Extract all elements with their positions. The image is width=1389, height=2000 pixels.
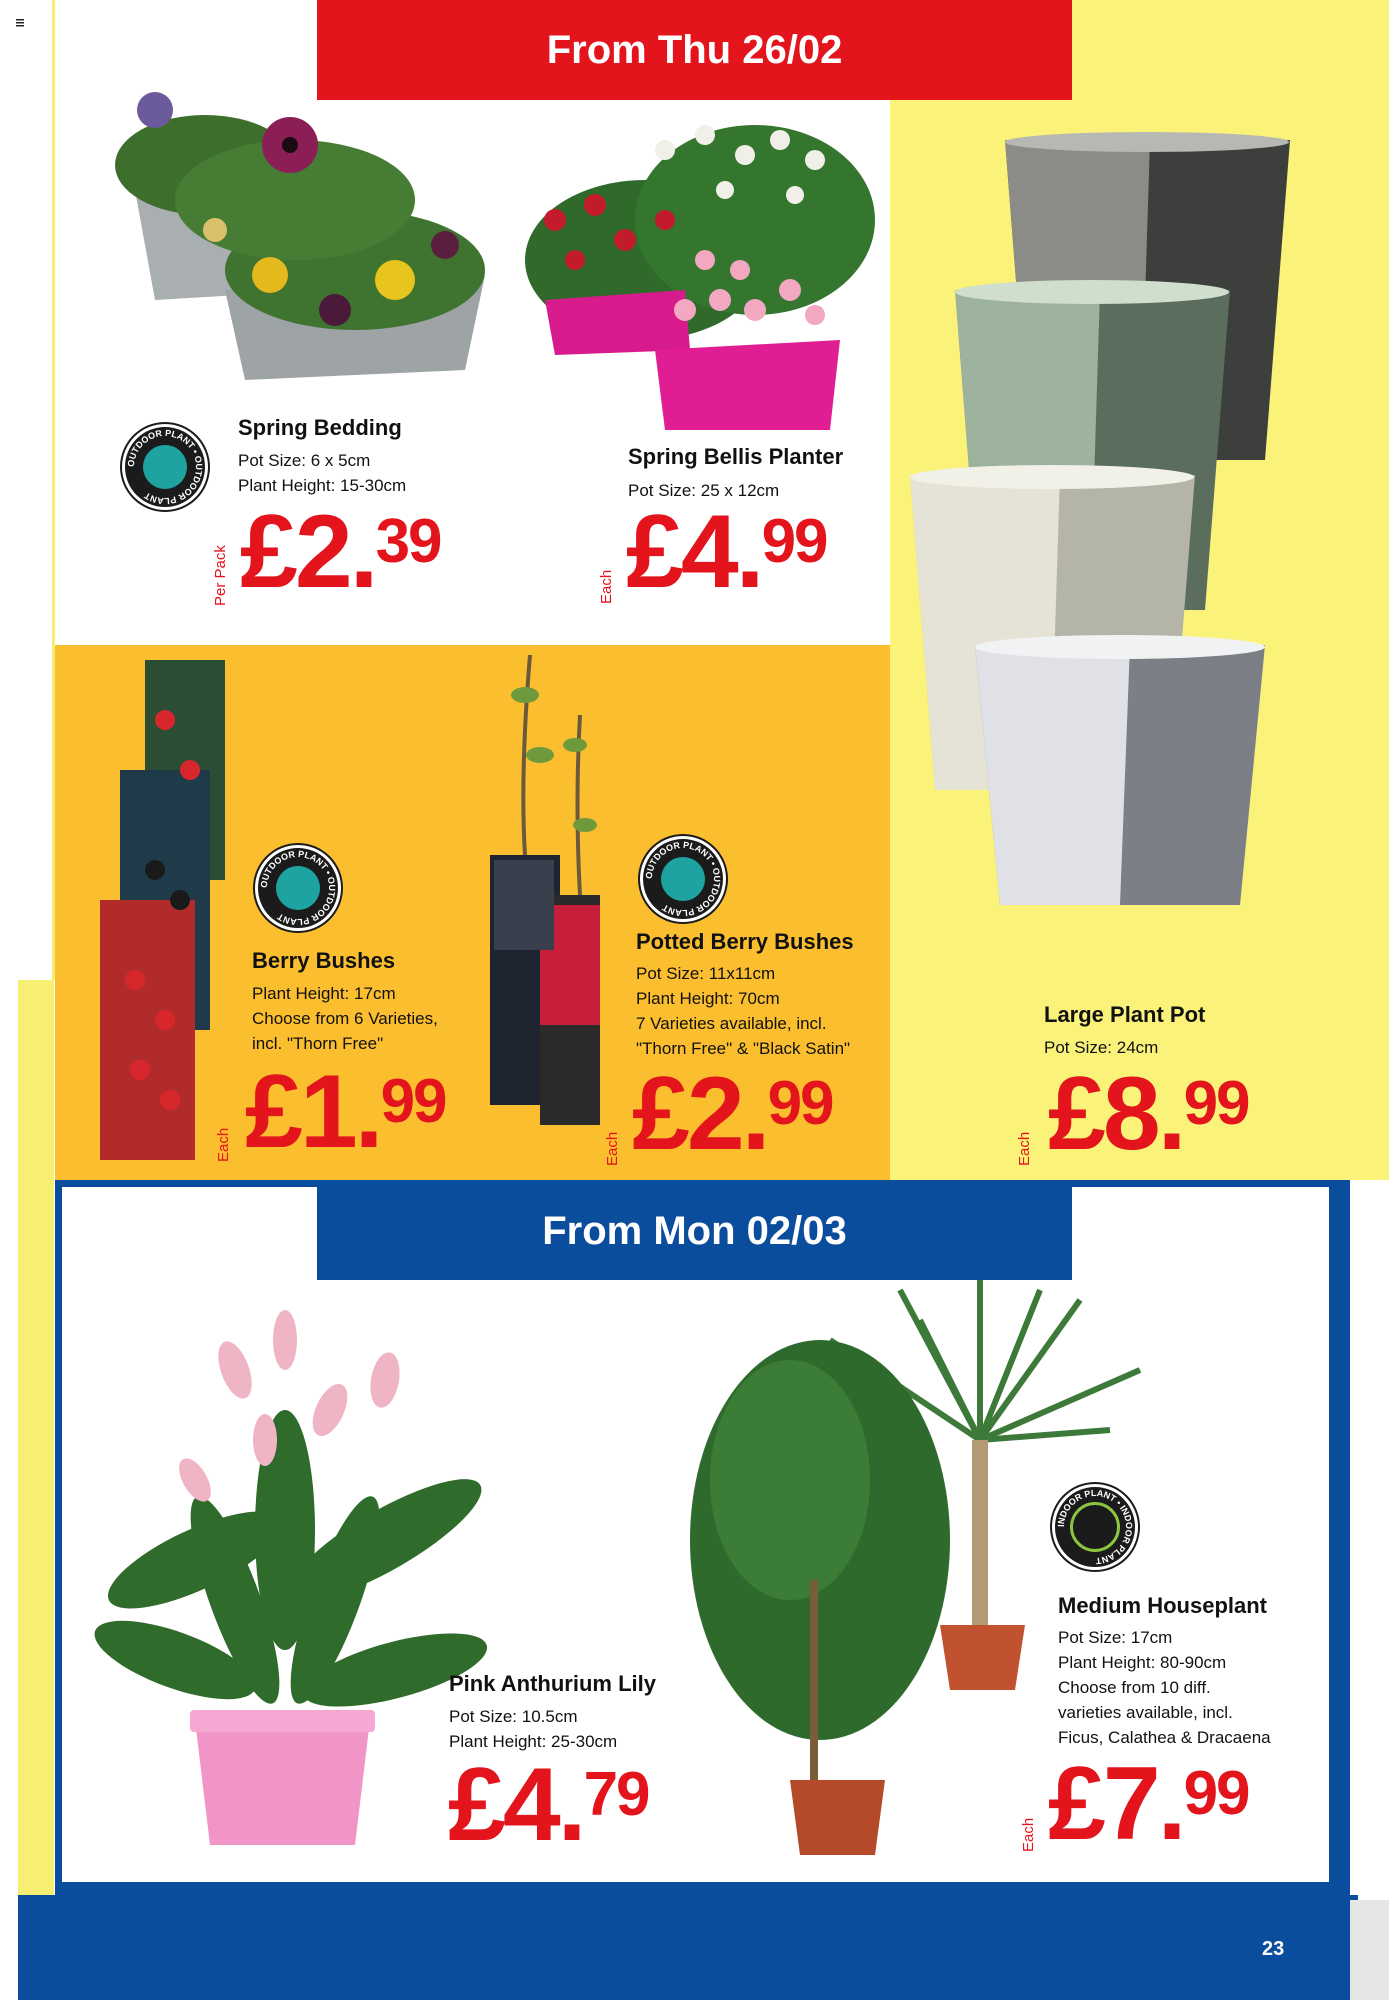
berry-price: £1.99 xyxy=(245,1054,446,1170)
berry-line-3: incl. "Thorn Free" xyxy=(252,1034,384,1053)
potted-berry-line-1: Pot Size: 11x11cm xyxy=(636,964,776,983)
page-number: 23 xyxy=(1262,1938,1285,1960)
anthurium-line-2: Plant Height: 25-30cm xyxy=(449,1732,618,1751)
potted-berry-price: £2.99 xyxy=(632,1056,833,1172)
houseplant-line-3: Choose from 10 diff. xyxy=(1058,1678,1211,1697)
potted-berry-title: Potted Berry Bushes xyxy=(636,929,854,954)
potted-berry-line-2: Plant Height: 70cm xyxy=(636,989,780,1008)
berry-bushes-image xyxy=(95,660,245,1160)
berry-title: Berry Bushes xyxy=(252,948,396,973)
spring-bedding-image xyxy=(95,80,505,380)
outdoor-plant-badge-berry xyxy=(255,845,341,931)
badge-text: INDOOR PLANT • INDOOR PLANT xyxy=(1055,1487,1135,1567)
badge-text: OUTDOOR PLANT • OUTDOOR PLANT xyxy=(125,427,205,507)
berry-line-2: Choose from 6 Varieties, xyxy=(252,1009,438,1028)
left-lower-yellow-strip xyxy=(18,980,54,1990)
outdoor-plant-badge-potted-berry xyxy=(640,836,726,922)
footer-band xyxy=(18,1895,1358,2000)
spring-bedding-title: Spring Bedding xyxy=(238,415,402,440)
menu-icon[interactable] xyxy=(16,18,26,28)
plant-pot-line-1: Pot Size: 24cm xyxy=(1044,1038,1159,1057)
plant-pot-unit: Each xyxy=(1016,1131,1033,1166)
badge-text: OUTDOOR PLANT • OUTDOOR PLANT xyxy=(643,839,723,919)
anthurium-title: Pink Anthurium Lily xyxy=(449,1671,656,1696)
houseplant-line-4: varieties available, incl. xyxy=(1058,1703,1233,1722)
potted-berry-bushes-image xyxy=(480,655,610,1125)
houseplant-title: Medium Houseplant xyxy=(1058,1593,1268,1618)
left-edge-strip xyxy=(0,0,55,980)
houseplant-unit: Each xyxy=(1020,1817,1037,1852)
bottom-banner-text: From Mon 02/03 xyxy=(542,1209,847,1253)
anthurium-line-1: Pot Size: 10.5cm xyxy=(449,1707,578,1726)
houseplant-line-5: Ficus, Calathea & Dracaena xyxy=(1058,1728,1271,1747)
top-banner-text: From Thu 26/02 xyxy=(546,28,843,72)
footer-grey-notch xyxy=(1350,1900,1389,2000)
houseplant-line-2: Plant Height: 80-90cm xyxy=(1058,1653,1227,1672)
outdoor-plant-badge xyxy=(122,424,208,510)
spring-bedding-unit: Per Pack xyxy=(212,545,229,606)
badge-text: OUTDOOR PLANT • OUTDOOR PLANT xyxy=(258,848,338,928)
houseplant-line-1: Pot Size: 17cm xyxy=(1058,1628,1173,1647)
bellis-planter-image xyxy=(515,110,885,430)
houseplant-price: £7.99 xyxy=(1048,1746,1249,1862)
bottom-date-banner xyxy=(317,1187,1072,1280)
bellis-unit: Each xyxy=(598,569,615,604)
berry-line-1: Plant Height: 17cm xyxy=(252,984,396,1003)
berry-unit: Each xyxy=(215,1127,232,1162)
plant-pot-title: Large Plant Pot xyxy=(1044,1002,1206,1027)
indoor-plant-badge xyxy=(1052,1484,1138,1570)
plant-pot-price: £8.99 xyxy=(1048,1056,1249,1172)
potted-berry-line-4: "Thorn Free" & "Black Satin" xyxy=(636,1039,851,1058)
plant-pots-image xyxy=(900,130,1300,910)
bellis-line-1: Pot Size: 25 x 12cm xyxy=(628,481,780,500)
anthurium-price: £4.79 xyxy=(448,1747,649,1863)
potted-berry-line-3: 7 Varieties available, incl. xyxy=(636,1014,827,1033)
spring-bedding-line-2: Plant Height: 15-30cm xyxy=(238,476,407,495)
bellis-title: Spring Bellis Planter xyxy=(628,444,844,469)
potted-berry-unit: Each xyxy=(604,1131,621,1166)
spring-bedding-price: £2.39 xyxy=(240,494,441,610)
spring-bedding-line-1: Pot Size: 6 x 5cm xyxy=(238,451,371,470)
bellis-price: £4.99 xyxy=(626,494,827,610)
